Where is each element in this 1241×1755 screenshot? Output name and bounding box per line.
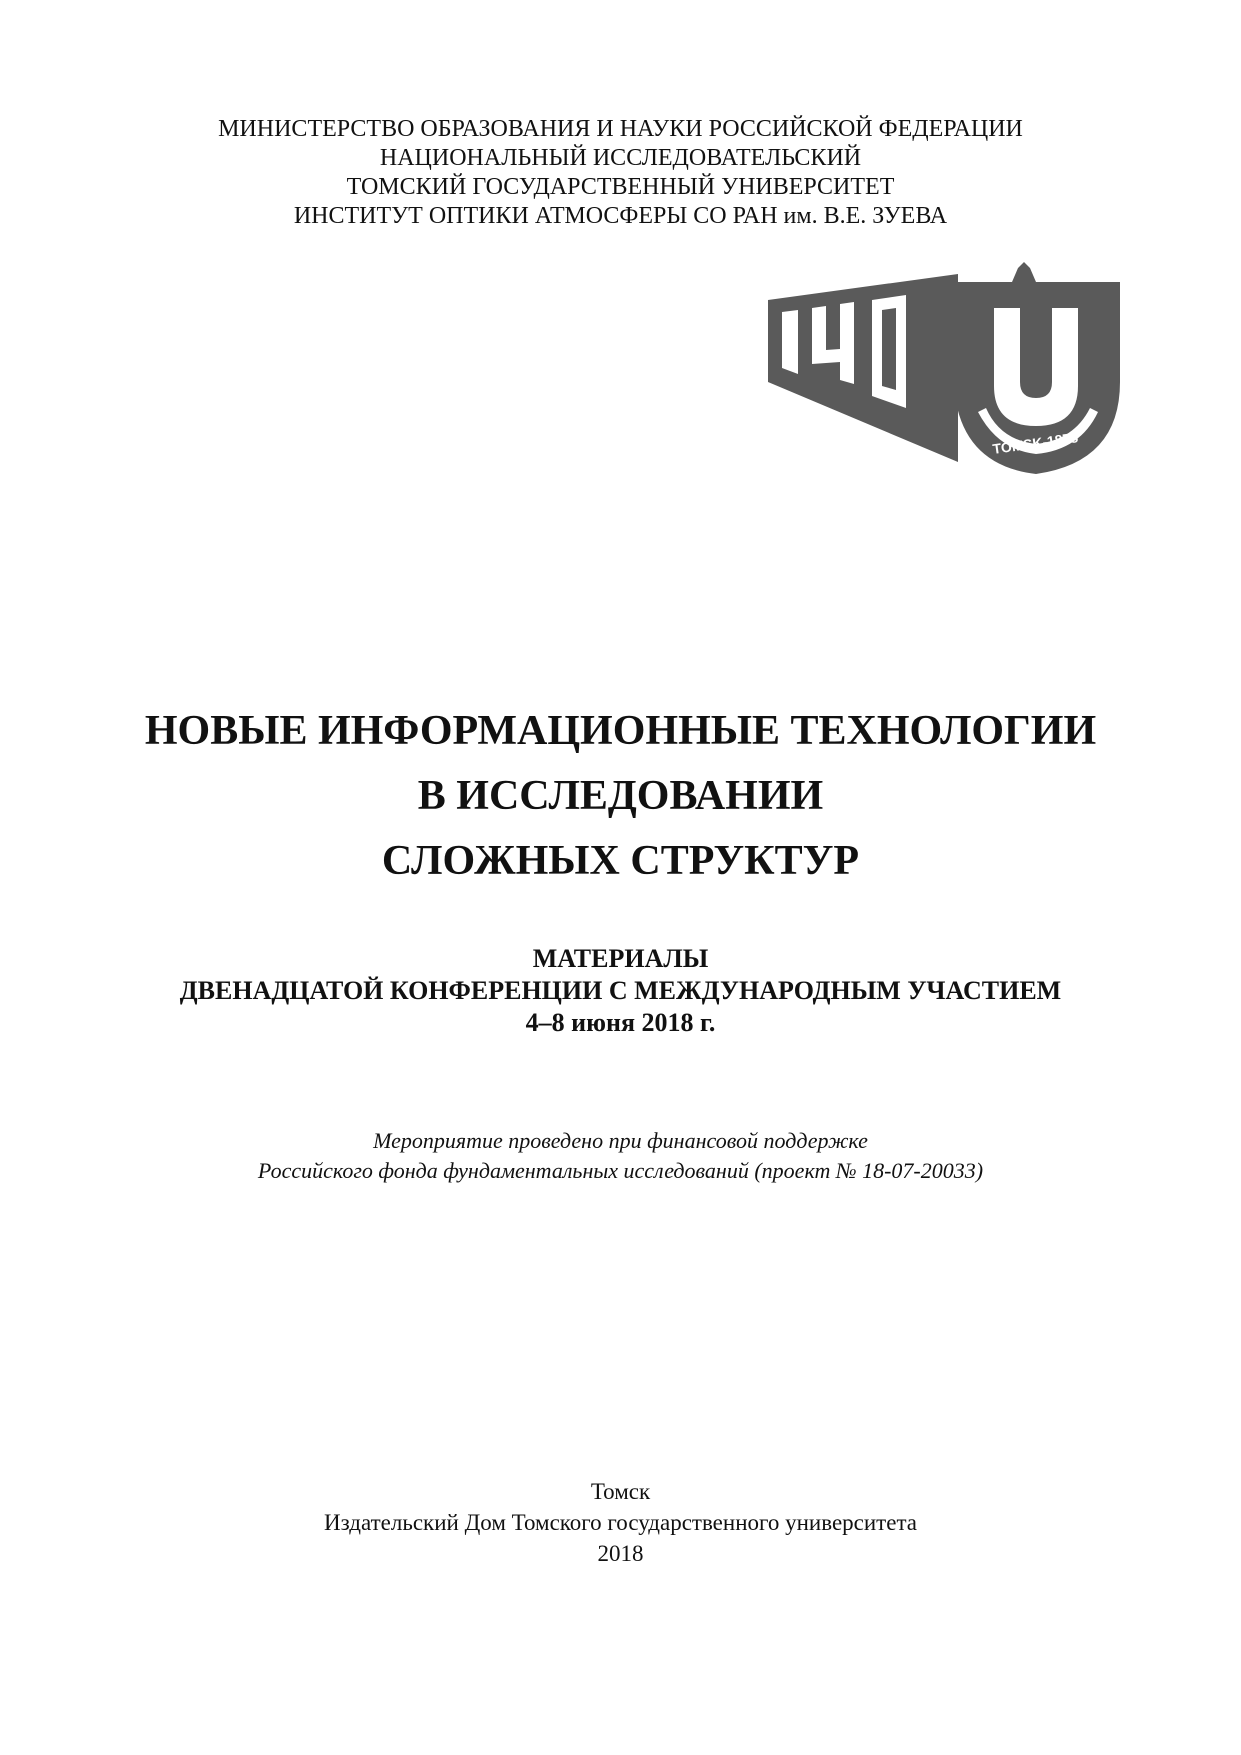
university-line-2: ТОМСКИЙ ГОСУДАРСТВЕННЫЙ УНИВЕРСИТЕТ xyxy=(346,174,895,200)
imprint-year: 2018 xyxy=(597,1541,644,1566)
title-line-1: НОВЫЕ ИНФОРМАЦИОННЫЕ ТЕХНОЛОГИИ xyxy=(144,708,1097,754)
conference-dates: 4–8 июня 2018 г. xyxy=(525,1008,716,1037)
title-line-3: СЛОЖНЫХ СТРУКТУР xyxy=(381,838,860,884)
svg-text:TOMSK-1878: TOMSK-1878 xyxy=(991,429,1080,457)
ministry-line: МИНИСТЕРСТВО ОБРАЗОВАНИЯ И НАУКИ РОССИЙСКОЙ ФЕДЕРАЦИИ xyxy=(218,116,1023,142)
tsu-logo-icon xyxy=(768,262,1128,480)
conference-name: ДВЕНАДЦАТОЙ КОНФЕРЕНЦИИ С МЕЖДУНАРОДНЫМ УЧАСТИЕМ xyxy=(179,976,1062,1005)
institute-line: ИНСТИТУТ ОПТИКИ АТМОСФЕРЫ СО РАН им. В.Е. ЗУЕВА xyxy=(293,203,948,229)
title-line-2: В ИССЛЕДОВАНИИ xyxy=(417,773,824,819)
support-line-2: Российского фонда фундаментальных исследований (проект № 18-07-20033) xyxy=(257,1158,984,1183)
imprint-city: Томск xyxy=(590,1479,651,1504)
support-line-1: Мероприятие проведено при финансовой поддержке xyxy=(373,1128,868,1153)
imprint-publisher: Издательский Дом Томского государственного университета xyxy=(324,1510,917,1535)
university-line-1: НАЦИОНАЛЬНЫЙ ИССЛЕДОВАТЕЛЬСКИЙ xyxy=(379,145,862,171)
materials-label: МАТЕРИАЛЫ xyxy=(532,944,709,973)
